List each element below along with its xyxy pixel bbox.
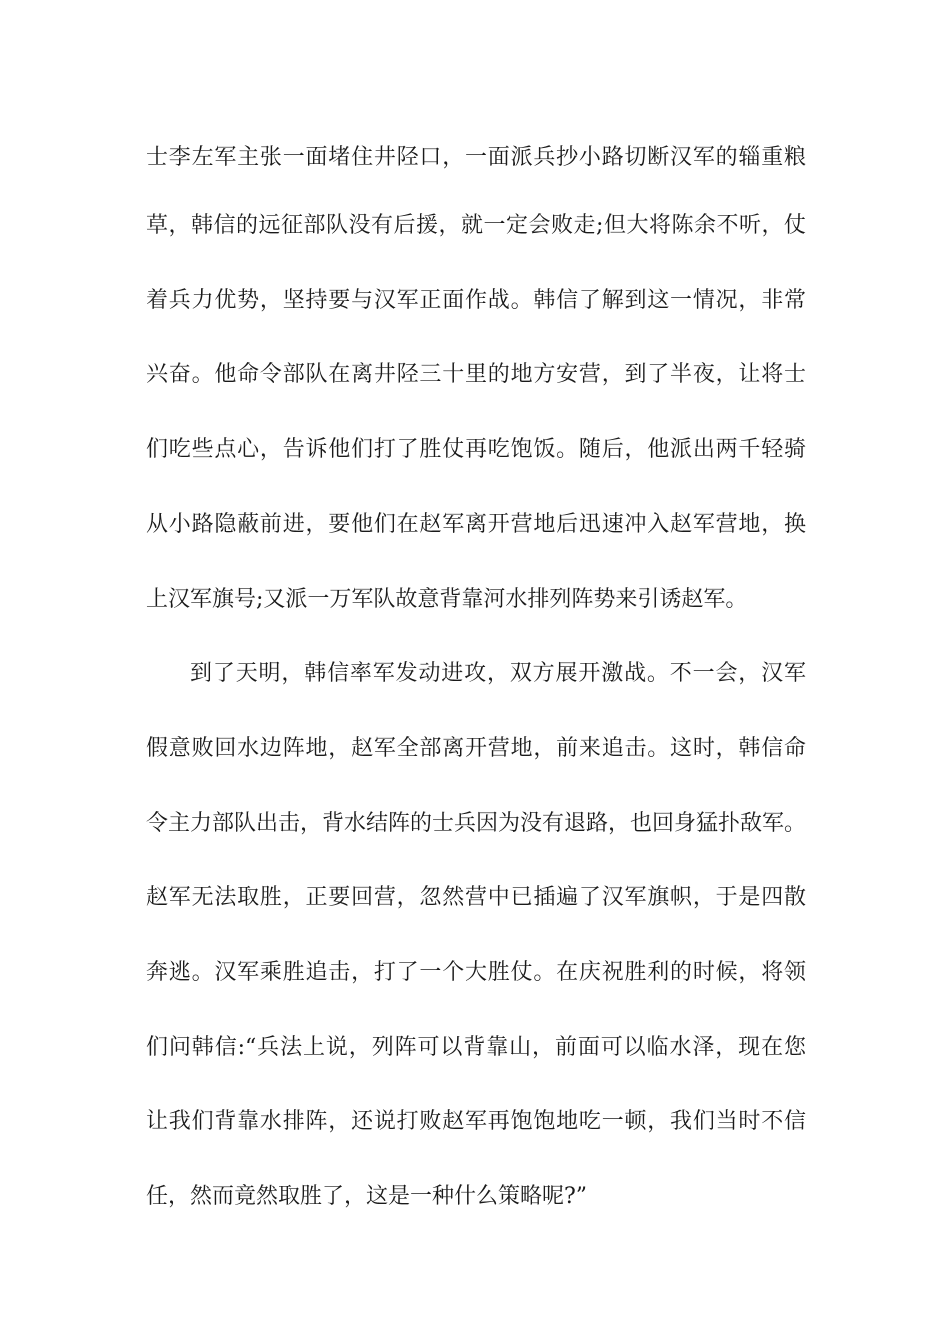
text-line: 让我们背靠水排阵，还说打败赵军再饱饱地吃一顿，我们当时不信 <box>146 1109 806 1134</box>
text-line: 上汉军旗号;又派一万军队故意背靠河水排列阵势来引诱赵军。 <box>146 587 748 612</box>
text-line: 从小路隐蔽前进，要他们在赵军离开营地后迅速冲入赵军营地，换 <box>146 512 806 537</box>
text-line: 士李左军主张一面堵住井陉口，一面派兵抄小路切断汉军的辎重粮 <box>146 145 806 170</box>
text-line: 任，然而竟然取胜了，这是一种什么策略呢?” <box>146 1184 588 1209</box>
text-line: 假意败回水边阵地，赵军全部离开营地，前来追击。这时，韩信命 <box>146 736 806 761</box>
text-line: 令主力部队出击，背水结阵的士兵因为没有退路，也回身猛扑敌军。 <box>146 811 807 836</box>
text-line: 赵军无法取胜，正要回营，忽然营中已插遍了汉军旗帜，于是四散 <box>146 885 806 910</box>
text-line: 们问韩信:“兵法上说，列阵可以背靠山，前面可以临水泽，现在您 <box>146 1035 806 1060</box>
paragraph-start-line: 到了天明，韩信率军发动进攻，双方展开激战。不一会，汉军 <box>190 661 806 686</box>
text-line: 着兵力优势，坚持要与汉军正面作战。韩信了解到这一情况，非常 <box>146 288 806 313</box>
text-line: 兴奋。他命令部队在离井陉三十里的地方安营，到了半夜，让将士 <box>146 362 806 387</box>
text-line: 们吃些点心，告诉他们打了胜仗再吃饱饭。随后，他派出两千轻骑 <box>146 437 806 462</box>
text-line: 草，韩信的远征部队没有后援，就一定会败走;但大将陈余不听，仗 <box>146 213 806 238</box>
text-line: 奔逃。汉军乘胜追击，打了一个大胜仗。在庆祝胜利的时候，将领 <box>146 960 806 985</box>
